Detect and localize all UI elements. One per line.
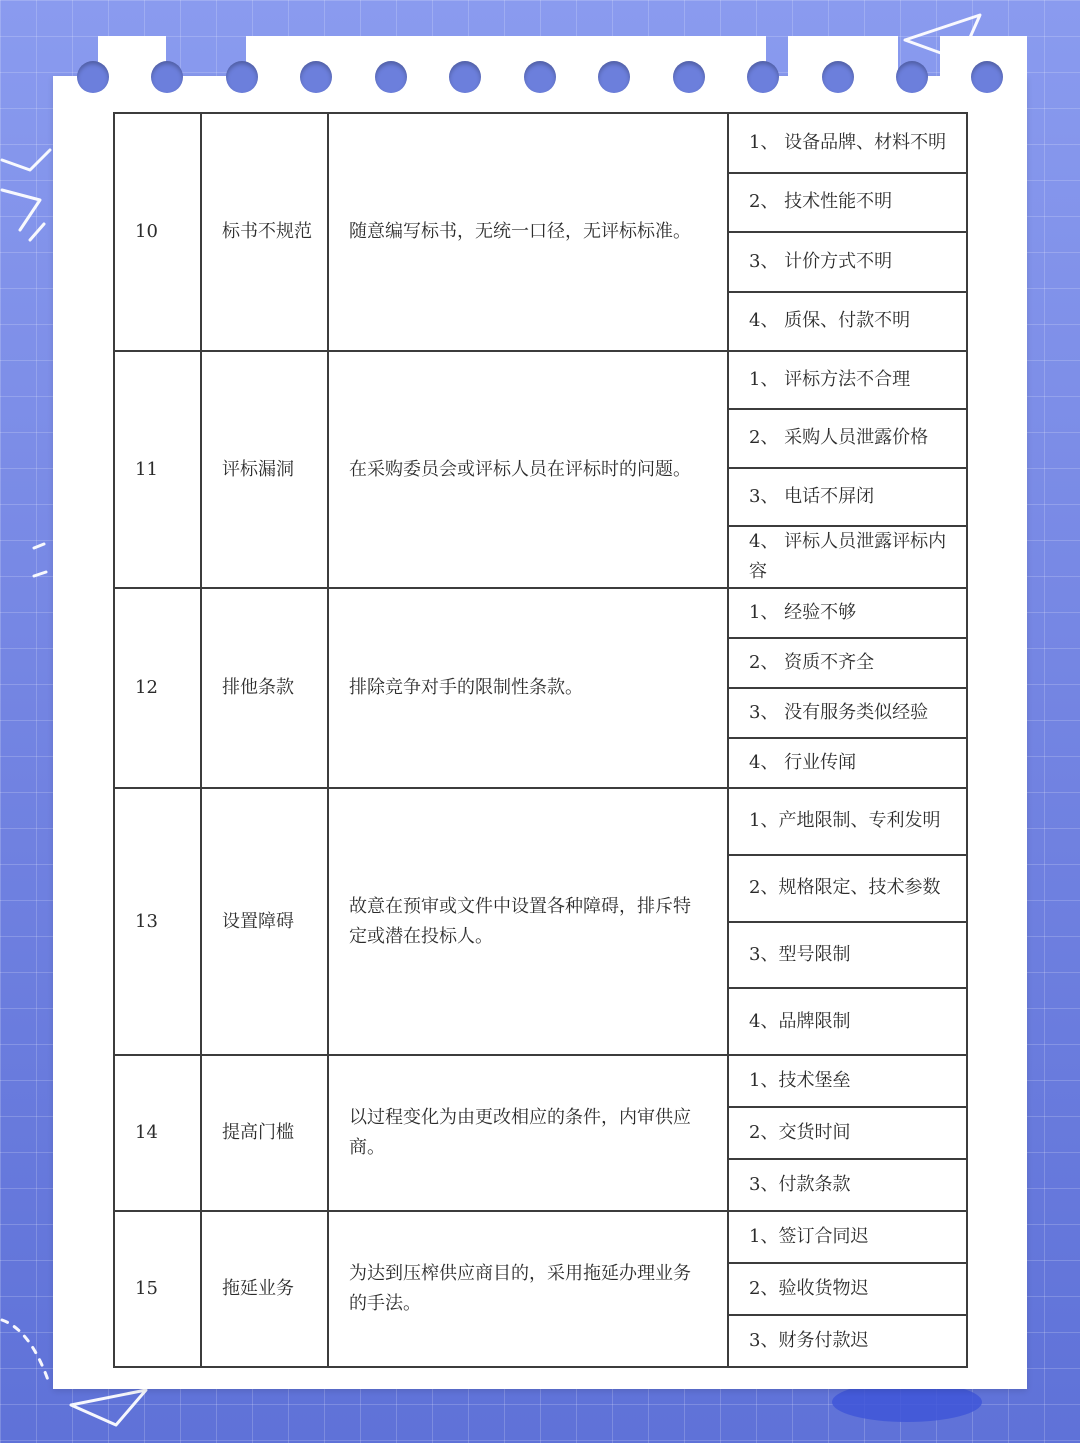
binder-hole (822, 61, 854, 93)
row-number: 11 (114, 351, 201, 588)
sub-item: 2、交货时间 (729, 1106, 966, 1158)
sub-item: 3、财务付款迟 (729, 1314, 966, 1366)
binder-hole (449, 61, 481, 93)
sub-item: 1、产地限制、专利发明 (749, 810, 941, 832)
binder-hole (673, 61, 705, 93)
binder-hole (747, 61, 779, 93)
sub-item: 4、 质保、付款不明 (729, 291, 966, 351)
row-description: 排除竞争对手的限制性条款。 (328, 588, 728, 788)
sub-item: 1、技术堡垒 (749, 1070, 851, 1091)
binder-hole (524, 61, 556, 93)
row-category: 设置障碍 (201, 788, 328, 1055)
row-sub-items (728, 588, 967, 788)
risk-table (113, 112, 968, 1368)
sub-item: 4、 行业传闻 (729, 737, 966, 787)
row-sub-items (728, 113, 967, 351)
table-row (114, 1211, 967, 1367)
sub-item: 1、 评标方法不合理 (749, 369, 911, 391)
row-category: 评标漏洞 (201, 351, 328, 588)
row-number: 13 (114, 788, 201, 1055)
row-category: 拖延业务 (201, 1211, 328, 1367)
table-row (114, 588, 967, 788)
row-sub-items (728, 1055, 967, 1211)
sub-item: 1、 设备品牌、材料不明 (749, 131, 947, 153)
sub-item: 1、签订合同迟 (749, 1226, 869, 1247)
binder-hole (971, 61, 1003, 93)
row-sub-items (728, 1211, 967, 1367)
sub-item: 2、规格限定、技术参数 (729, 854, 966, 921)
row-description: 以过程变化为由更改相应的条件，内审供应商。 (328, 1055, 728, 1211)
row-sub-items (728, 351, 967, 588)
row-description: 随意编写标书，无统一口径，无评标标准。 (328, 113, 728, 351)
table-row (114, 351, 967, 588)
sub-item: 3、付款条款 (729, 1158, 966, 1210)
table-row (114, 788, 967, 1055)
sub-item: 2、 资质不齐全 (729, 637, 966, 687)
binder-hole (151, 61, 183, 93)
row-number: 14 (114, 1055, 201, 1211)
binder-hole (375, 61, 407, 93)
binder-hole (77, 61, 109, 93)
sub-item: 2、 采购人员泄露价格 (729, 408, 966, 466)
row-number: 10 (114, 113, 201, 351)
row-category: 提高门槛 (201, 1055, 328, 1211)
row-category: 排他条款 (201, 588, 328, 788)
row-description: 在采购委员会或评标人员在评标时的问题。 (328, 351, 728, 588)
binder-hole (896, 61, 928, 93)
sub-item: 4、品牌限制 (729, 987, 966, 1054)
binder-hole (300, 61, 332, 93)
sub-item: 4、 评标人员泄露评标内容 (729, 525, 966, 587)
row-description: 故意在预审或文件中设置各种障碍，排斥特定或潜在投标人。 (328, 788, 728, 1055)
sub-item: 3、 电话不屏闭 (729, 467, 966, 525)
row-description: 为达到压榨供应商目的，采用拖延办理业务的手法。 (328, 1211, 728, 1367)
table-row (114, 1055, 967, 1211)
binder-hole (598, 61, 630, 93)
sub-item: 3、 计价方式不明 (729, 231, 966, 291)
sub-item: 3、 没有服务类似经验 (729, 687, 966, 737)
sub-item: 3、型号限制 (729, 921, 966, 988)
star-doodle-icon (0, 140, 60, 250)
sub-item: 1、 经验不够 (749, 602, 857, 623)
sub-item: 2、验收货物迟 (729, 1262, 966, 1314)
row-category: 标书不规范 (201, 113, 328, 351)
row-number: 12 (114, 588, 201, 788)
sub-item: 2、 技术性能不明 (729, 172, 966, 232)
row-sub-items (728, 788, 967, 1055)
binder-hole (226, 61, 258, 93)
table-row (114, 113, 967, 351)
row-number: 15 (114, 1211, 201, 1367)
